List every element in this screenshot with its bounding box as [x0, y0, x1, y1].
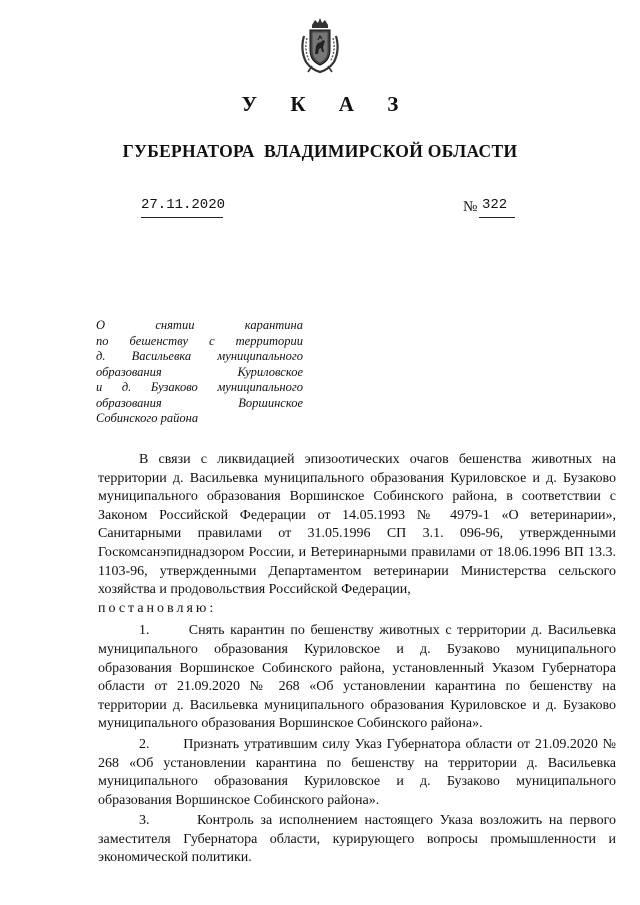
- subject-line: и д. Бузаково муниципального: [96, 380, 304, 394]
- subject-line: д. Васильевка муниципального: [96, 349, 303, 363]
- subject-line: О снятии карантина: [96, 318, 303, 332]
- clause-text: Признать утратившим силу Указ Губернатора области от 21.09.2020 № 268 «Об установлении карантина по бешенству на территории д. Васильевка муниципального образования Куриловское и д. Бузаково муниципального образования Воршинское Собинского района».: [98, 736, 617, 808]
- clause-number: 2.: [139, 736, 150, 752]
- clause-number: 1.: [139, 623, 150, 639]
- number-underline: [479, 217, 515, 218]
- clause-paragraph: [98, 736, 616, 810]
- document-date: 27.11.2020: [141, 197, 226, 213]
- decree-word: постановляю:: [98, 600, 217, 616]
- issuer-title: ГУБЕРНАТОРА ВЛАДИМИРСКОЙ ОБЛАСТИ: [122, 141, 518, 161]
- subject-line: Собинского района: [96, 411, 199, 425]
- date-underline: [141, 217, 223, 218]
- document-subject: [96, 318, 303, 427]
- preamble-paragraph: В связи с ликвидацией эпизоотических очагов бешенства животных на территории д. Васильевка муниципального образования Куриловское и д. Бузаково муниципального образования Воршинское Собинского района, в соответствии с Законом Российской Федерации от 14.05.1993 № 4979-1 «О ветеринарии», Санитарными правилами от 31.05.1996 СП 3.1. 096-96, утвержденными Госкомсанэпиднадзором России, и Ветеринарными правилами от 18.06.1996 ВП 13.3. 1103-96, утвержденными Департаментом ветеринарии Министерства сельского хозяйства и продовольствия Российской Федерации,: [98, 452, 616, 598]
- subject-line: образования Воршинское: [96, 395, 303, 410]
- coat-of-arms-icon: [298, 16, 342, 74]
- document-body: [98, 451, 616, 868]
- clause-paragraph: [98, 622, 616, 734]
- clause-number: 3.: [139, 813, 150, 829]
- subject-line: по бешенству с территории: [96, 333, 303, 348]
- number-label: №: [463, 199, 478, 215]
- clause-paragraph: [98, 812, 616, 868]
- document-number: 322: [482, 197, 508, 213]
- clause-text: Контроль за исполнением настоящего Указа возложить на первого заместителя Губернатора области, курирующего вопросы промышленности и экономической политики.: [98, 813, 616, 866]
- document-type-title: У К А З: [241, 92, 413, 116]
- subject-line: образования Куриловское: [96, 364, 303, 379]
- clause-text: Снять карантин по бешенству животных с территории д. Васильевка муниципального образования Куриловское и д. Бузаково муниципального образования Воршинское Собинского района, установленный Указом Губернатора области от 21.09.2020 № 268 «Об установлении карантина по бешенству на территории д. Васильевка муниципального образования Куриловское и д. Бузаково муниципального образования Воршинское Собинского района».: [98, 623, 617, 732]
